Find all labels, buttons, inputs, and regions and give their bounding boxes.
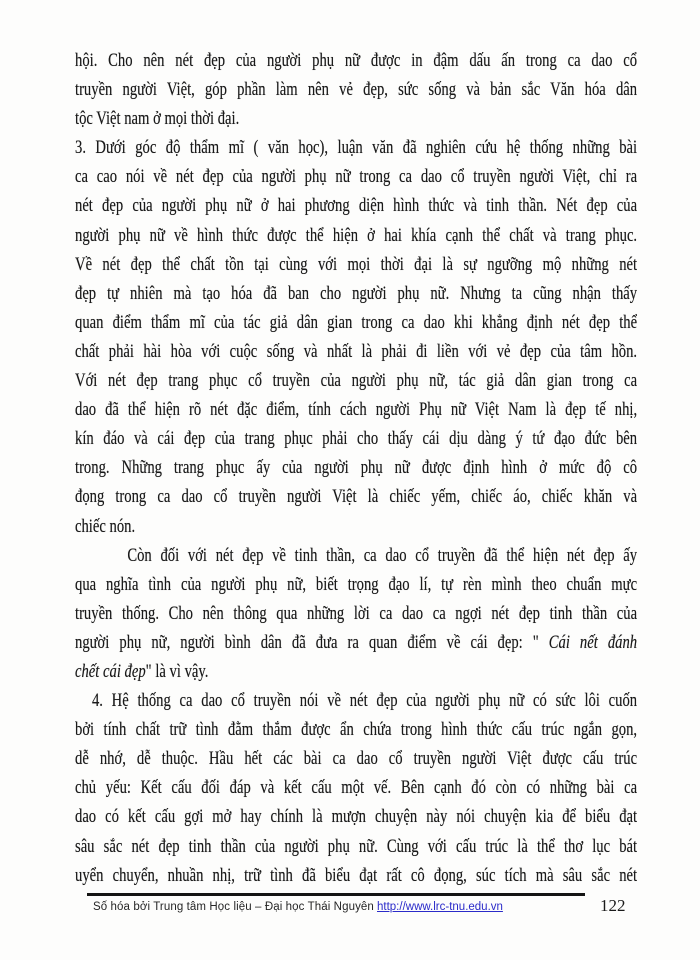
text-line: kín đáo và cái đẹp của trang phục phải cho thấy cái dịu dàng ý tứ đạo đức bên <box>75 428 638 450</box>
text-line: 3. Dưới góc độ thẩm mĩ ( văn học), luận văn đã nghiên cứu hệ thống những bài <box>75 137 638 159</box>
text-line: bởi tính chất trữ tình đằm thắm được ẩn chứa trong hình thức cấu trúc ngắn gọn, <box>75 719 638 741</box>
text-line: tộc Việt nam ở mọi thời đại. <box>75 108 240 130</box>
text-line: quan điểm thẩm mĩ của tác giả dân gian trong ca dao khi khẳng định nét đẹp thể <box>75 311 638 333</box>
text-line: Với nét đẹp trang phục cổ truyền của người phụ nữ, tác giả dân gian trong ca <box>75 370 638 392</box>
text-line: hội. Cho nên nét đẹp của người phụ nữ được in đậm dấu ấn trong ca dao cổ <box>75 50 638 71</box>
text-line: người phụ nữ về hình thức được thể hiện ở hai khía cạnh thể chất và trang phục. <box>75 224 638 246</box>
text-line: nét đẹp của người phụ nữ ở hai phương diện hình thức và tinh thần. Nét đẹp của <box>75 195 638 217</box>
text-line: truyền thống. Cho nên thông qua những lời ca dao ca ngợi nét đẹp tinh thần của <box>75 602 638 624</box>
text-line: dao có kết cấu gợi mở hay chính là mượn chuyện này nói chuyện kia để biểu đạt <box>75 806 638 828</box>
text-line: chết cái đẹp" là vì vậy. <box>75 660 209 682</box>
text-line: uyển chuyển, nhuần nhị, trữ tình đã biểu đạt rất cô đọng, súc tích mà sâu sắc nét <box>75 864 638 886</box>
text-line: chiếc nón. <box>75 515 136 537</box>
text-line: sâu sắc nét đẹp tinh thần của người phụ nữ. Cùng với cấu trúc là thể thơ lục bát <box>75 835 638 857</box>
page-text <box>75 46 637 890</box>
text-line: Về nét đẹp thể chất tồn tại cùng với mọi thời đại là sự ngưỡng mộ những nét <box>75 253 638 275</box>
text-line: chủ yếu: Kết cấu đối đáp và kết cấu một vế. Bên cạnh đó còn có những bài ca <box>75 777 638 799</box>
text-line: qua nghĩa tình của người phụ nữ, biết trọng đạo lí, tự rèn mình theo chuẩn mực <box>75 573 638 595</box>
text-line: đẹp tự nhiên mà tạo hóa đã ban cho người phụ nữ. Nhưng ta cũng nhận thấy <box>75 282 638 304</box>
footer-link[interactable]: http://www.lrc-tnu.edu.vn <box>377 901 503 913</box>
text-line: người phụ nữ, người bình dân đã đưa ra quan điểm về cái đẹp: " Cái nết đánh <box>75 631 638 653</box>
text-line: dễ nhớ, dễ thuộc. Hầu hết các bài ca dao cổ truyền người Việt được cấu trúc <box>75 748 638 770</box>
text-line: 4. Hệ thống ca dao cổ truyền nói về nét đẹp của người phụ nữ có sức lôi cuốn <box>91 690 638 712</box>
text-line: ca cao nói về nét đẹp của người phụ nữ trong ca dao cổ truyền người Việt, chỉ ra <box>75 166 638 188</box>
text-line: chất phải hài hòa với cuộc sống và nhất là phải đi liền với vẻ đẹp của tâm hồn. <box>75 340 638 362</box>
text-line: dao đã thể hiện rõ nét đặc điểm, tính cách người Phụ nữ Việt Nam là đẹp tế nhị, <box>75 399 638 421</box>
text-line: trong. Những trang phục ấy của người phụ nữ được định hình ở mức độ cô <box>75 457 638 479</box>
footer-rule <box>87 893 585 896</box>
text-line: Còn đối với nét đẹp về tinh thần, ca dao cổ truyền đã thể hiện nét đẹp ấy <box>127 544 638 566</box>
text-line: truyền người Việt, góp phần làm nên vẻ đẹp, sức sống và bản sắc Văn hóa dân <box>75 79 638 101</box>
text-line: đọng trong ca dao cổ truyền người Việt là chiếc yếm, chiếc áo, chiếc khăn và <box>75 486 638 508</box>
footer-note: Số hóa bởi Trung tâm Học liệu – Đại học Thái Nguyên <box>93 901 374 913</box>
page-number: 122 <box>600 896 626 915</box>
